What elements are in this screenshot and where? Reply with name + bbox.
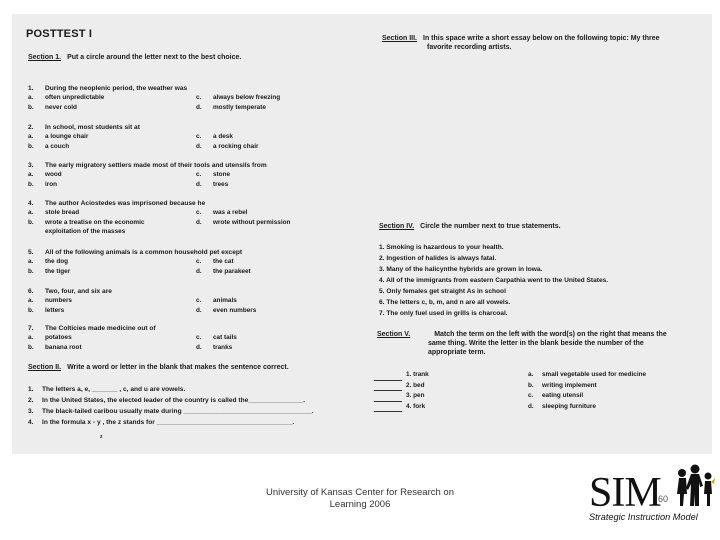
- question-stem: 1. During the neoplenic period, the weather was: [28, 85, 188, 92]
- section5-instruction-line1: Match the term on the left with the word(s) on the right that means the: [434, 331, 667, 338]
- answer-option: b. never cold: [28, 103, 77, 111]
- answer-option: a. stole bread: [28, 209, 80, 216]
- answer-option: a. numbers: [28, 297, 72, 304]
- section2-item: 4. In the formula x - y , the z stands for _____________________________________.: [28, 419, 295, 426]
- answer-option: c. was a rebel: [196, 209, 248, 216]
- answer-option: c. the cat: [196, 258, 234, 265]
- worksheet-scan: [12, 14, 712, 454]
- question-stem: 6. Two, four, and six are: [28, 288, 112, 295]
- section1-instruction: Put a circle around the letter next to the best choice.: [67, 54, 242, 61]
- section4-instruction: Circle the number next to true statements.: [420, 223, 561, 230]
- answer-option: d. trees: [196, 180, 229, 188]
- true-false-statement: 2. Ingestion of halides is always fatal.: [379, 255, 497, 262]
- section1-header: [28, 54, 241, 61]
- question-options: [28, 170, 346, 189]
- answer-option: d. the parakeet: [196, 267, 251, 275]
- answer-option: b. the tiger: [28, 267, 71, 275]
- worksheet-title: POSTTEST I: [26, 28, 93, 40]
- section4-heading: Section IV.: [379, 223, 415, 230]
- sim-logo-subtitle: Strategic Instruction Model: [589, 512, 698, 522]
- answer-option: c. animals: [196, 297, 237, 304]
- section5-instruction-line2: same thing. Write the letter in the blank beside the number of the: [428, 340, 644, 347]
- answer-option: a. a lounge chair: [28, 133, 89, 140]
- section5-header: [377, 330, 667, 357]
- question-options: [28, 257, 346, 276]
- section2-heading: Section II.: [28, 364, 62, 371]
- matching-meaning: a. small vegetable used for medicine: [528, 371, 647, 378]
- answer-option: c. a desk: [196, 133, 233, 140]
- answer-option: a. often unpredictable: [28, 94, 105, 101]
- section5-heading: Section V.: [377, 331, 411, 338]
- true-false-statement: 4. All of the immigrants from eastern Carpathia went to the United States.: [379, 277, 609, 284]
- formula-subscript: z: [100, 434, 103, 440]
- question-options: [28, 208, 346, 227]
- page-number: 60: [658, 494, 669, 504]
- answer-option: a. wood: [28, 171, 62, 178]
- sim-logo-graphic: [587, 460, 717, 526]
- question-3: [28, 161, 346, 189]
- question-stem: 7. The Colticies made medicine out of: [28, 325, 156, 332]
- question-stem: 4. The author Aciostedes was imprisoned because he: [28, 200, 206, 207]
- section3-instruction-line2: favorite recording artists.: [427, 44, 512, 51]
- question-1: [28, 84, 346, 112]
- question-options: [28, 296, 346, 315]
- section2-items: [28, 384, 314, 428]
- true-false-statement: 3. Many of the halicynthe hybrids are grown in Iowa.: [379, 266, 543, 273]
- question-options: [28, 132, 346, 151]
- matching-meanings: [528, 370, 646, 412]
- section3-header: [382, 34, 660, 52]
- matching-term: 2. bed: [374, 381, 429, 392]
- question-options: [28, 93, 346, 112]
- answer-option: d. wrote without permission: [196, 218, 291, 226]
- answer-option: a. the dog: [28, 258, 69, 265]
- true-false-statement: 6. The letters c, b, m, and n are all vowels.: [379, 299, 511, 306]
- answer-option-continuation: exploitation of the masses: [45, 228, 126, 235]
- answer-option: d. tranks: [196, 343, 233, 351]
- question-7: [28, 324, 346, 352]
- question-6: [28, 287, 346, 315]
- matching-meaning: c. eating utensil: [528, 392, 584, 399]
- footer-credit-line2: Learning 2006: [329, 499, 391, 510]
- answer-option: b. wrote a treatise on the economic: [28, 218, 145, 226]
- accent-flag-icon: [711, 478, 715, 484]
- matching-meaning: b. writing implement: [528, 381, 597, 389]
- true-false-statement: 1. Smoking is hazardous to your health.: [379, 244, 504, 251]
- section3-heading: Section III.: [382, 35, 418, 42]
- true-false-statement: 5. Only females get straight As in school: [379, 288, 506, 295]
- answer-option: d. a rocking chair: [196, 142, 259, 150]
- sim-logo: [587, 460, 717, 526]
- answer-option: b. iron: [28, 180, 58, 188]
- answer-option: d. even numbers: [196, 306, 257, 314]
- section2-item: 3. The black-tailed caribou usually mate during ___________________________________.: [28, 408, 314, 415]
- true-false-statement: 7. The only fuel used in grills is charcoal.: [379, 310, 508, 317]
- sim-logo-letters: SIM: [589, 470, 661, 516]
- section3-instruction-line1: In this space write a short essay below on the following topic: My three: [423, 35, 660, 42]
- footer-credit-line1: University of Kansas Center for Research on: [266, 487, 454, 498]
- section2-header: [28, 364, 289, 371]
- answer-option: b. a couch: [28, 142, 70, 150]
- section2-instruction: Write a word or letter in the blank that makes the sentence correct.: [67, 364, 289, 371]
- section5-instruction-line3: appropriate term.: [428, 349, 486, 356]
- matching-term: 4. fork: [374, 402, 429, 413]
- matching-term: 3. pen: [374, 391, 429, 402]
- answer-option: b. letters: [28, 306, 65, 314]
- section2-item: 1. The letters a, e, _______ , c, and u are vowels.: [28, 386, 186, 393]
- footer-credit: [255, 487, 465, 511]
- answer-option: c. always below freezing: [196, 94, 281, 101]
- answer-option: b. banana root: [28, 343, 82, 351]
- section4-items: [379, 242, 608, 319]
- climbing-figures-icon: [677, 465, 712, 507]
- answer-option: d. mostly temperate: [196, 103, 266, 111]
- section2-item: 2. In the United States, the elected leader of the country is called the_______________.: [28, 397, 306, 404]
- answer-option: a. potatoes: [28, 334, 72, 341]
- answer-option: c. cat tails: [196, 334, 237, 341]
- section4-header: [379, 223, 561, 230]
- question-stem: 2. In school, most students sit at: [28, 124, 140, 131]
- section1-heading: Section 1.: [28, 54, 62, 61]
- matching-term: 1. trank: [374, 370, 429, 381]
- answer-option: c. stone: [196, 171, 231, 178]
- question-2: [28, 123, 346, 151]
- matching-terms: [374, 370, 429, 412]
- question-stem: 3. The early migratory settlers made most of their tools and utensils from: [28, 162, 267, 169]
- question-5: [28, 248, 346, 276]
- matching-meaning: d. sleeping furniture: [528, 402, 596, 410]
- question-stem: 5. All of the following animals is a common household pet except: [28, 249, 243, 256]
- question-4: [28, 199, 346, 237]
- question-options: [28, 333, 346, 352]
